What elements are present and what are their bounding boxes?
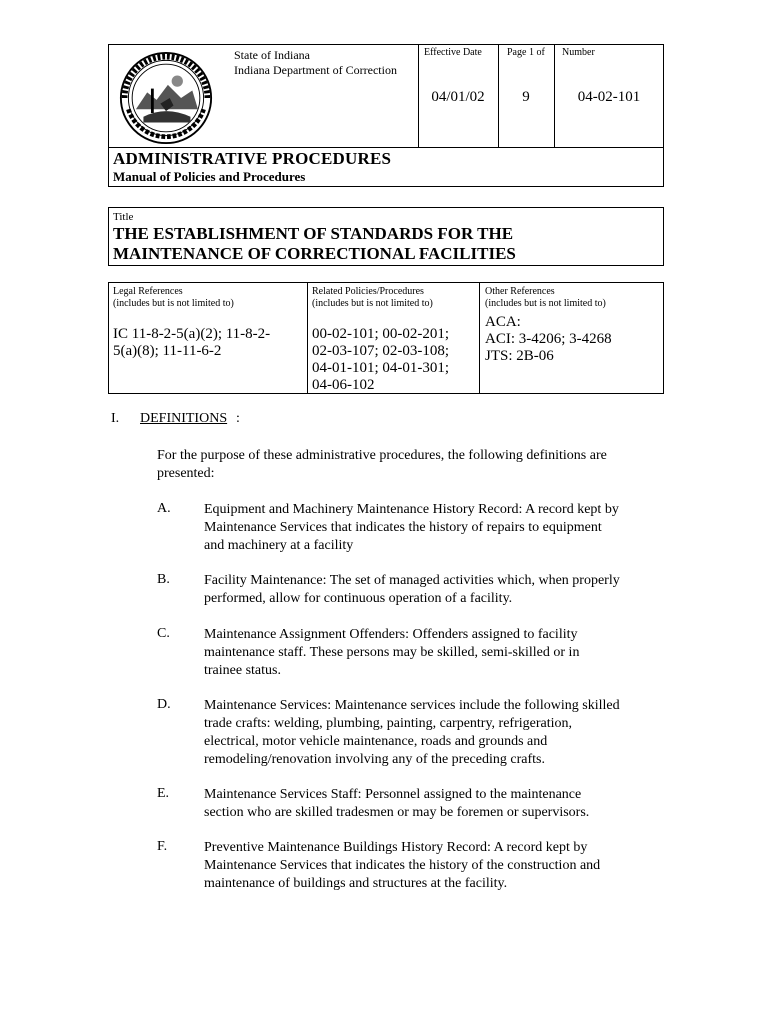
definition-text — [204, 501, 664, 555]
definition-line: Preventive Maintenance Buildings History Record: A record kept by — [204, 840, 588, 855]
label-line: (includes but is not limited to) — [113, 298, 234, 309]
definition-letter: C. — [157, 626, 170, 641]
label-line: (includes but is not limited to) — [485, 298, 606, 309]
other-references-label — [485, 286, 661, 310]
section-number: I. — [111, 411, 120, 426]
page-label: Page 1 of — [507, 47, 545, 58]
divider — [307, 283, 308, 393]
org-line-state: State of Indiana — [234, 48, 310, 62]
legal-references-value — [113, 326, 303, 360]
definition-line: Equipment and Machinery Maintenance History Record: A record kept by — [204, 502, 619, 517]
state-seal-icon — [115, 51, 217, 145]
value-line: 02-03-107; 02-03-108; — [312, 343, 450, 359]
label-line: Related Policies/Procedures — [312, 286, 424, 297]
definition-line: trainee status. — [204, 663, 281, 678]
value-line: ACA: — [485, 314, 521, 330]
label-line: (includes but is not limited to) — [312, 298, 433, 309]
document-title — [113, 224, 516, 264]
org-line-department: Indiana Department of Correction — [234, 63, 397, 77]
definition-text — [204, 572, 664, 608]
definition-text — [204, 626, 664, 680]
legal-references-label — [113, 286, 303, 310]
definition-text — [204, 839, 664, 893]
definition-line: section who are skilled tradesmen or may be foremen or supervisors. — [204, 805, 590, 820]
value-line: ACI: 3-4206; 3-4268 — [485, 331, 612, 347]
definition-line: trade crafts: welding, plumbing, painting, carpentry, refrigeration, — [204, 716, 573, 731]
definition-letter: A. — [157, 501, 171, 516]
definition-line: maintenance staff. These persons may be skilled, semi-skilled or in — [204, 645, 580, 660]
definition-line: Maintenance Assignment Offenders: Offenders assigned to facility — [204, 627, 578, 642]
definition-text — [204, 697, 664, 769]
references-box — [108, 282, 664, 394]
section-intro — [157, 447, 657, 483]
definition-letter: F. — [157, 839, 168, 854]
effective-date-value: 04/01/02 — [431, 89, 485, 105]
manual-name: Manual of Policies and Procedures — [113, 169, 306, 184]
other-references-value — [485, 314, 661, 365]
other-references — [485, 283, 661, 393]
definition-line: performed, allow for continuous operation of a facility. — [204, 591, 513, 606]
value-line: 04-06-102 — [312, 377, 375, 393]
page-total-value: 9 — [522, 89, 530, 105]
value-line: IC 11-8-2-5(a)(2); 11-8-2- — [113, 326, 271, 342]
section-title-text: DEFINITIONS — [140, 411, 228, 426]
related-policies — [312, 283, 477, 393]
definition-line: Maintenance Services that indicates the history of the construction and — [204, 858, 601, 873]
label-line: Other References — [485, 286, 555, 297]
definition-line: Maintenance Services that indicates the history of repairs to equipment — [204, 520, 602, 535]
definition-letter: B. — [157, 572, 170, 587]
value-line: 04-01-101; 04-01-301; — [312, 360, 450, 376]
value-line: JTS: 2B-06 — [485, 348, 554, 364]
section-title — [140, 411, 227, 427]
definition-line: remodeling/renovation involving any of the preceding crafts. — [204, 752, 545, 767]
document-number-value: 04-02-101 — [577, 89, 641, 105]
legal-references — [113, 283, 303, 393]
intro-line: presented: — [157, 466, 215, 481]
definition-letter: E. — [157, 786, 170, 801]
effective-date-label: Effective Date — [424, 47, 482, 58]
intro-line: For the purpose of these administrative procedures, the following definitions are — [157, 448, 607, 463]
document-type: ADMINISTRATIVE PROCEDURES — [113, 149, 392, 168]
label-line: Legal References — [113, 286, 183, 297]
definition-text — [204, 786, 664, 822]
related-policies-label — [312, 286, 477, 310]
document-title-line: THE ESTABLISHMENT OF STANDARDS FOR THE — [113, 224, 514, 243]
divider — [479, 283, 480, 393]
title-box — [108, 207, 664, 266]
divider — [109, 147, 663, 148]
definition-line: Maintenance Services: Maintenance services include the following skilled — [204, 698, 620, 713]
definition-letter: D. — [157, 697, 171, 712]
definition-line: electrical, motor vehicle maintenance, roads and grounds and — [204, 734, 548, 749]
document-title-line: MAINTENANCE OF CORRECTIONAL FACILITIES — [113, 244, 516, 263]
definition-line: and machinery at a facility — [204, 538, 354, 553]
related-policies-value — [312, 326, 477, 394]
value-line: 00-02-101; 00-02-201; — [312, 326, 450, 342]
header-box — [108, 44, 664, 187]
definition-line: Facility Maintenance: The set of managed activities which, when properly — [204, 573, 620, 588]
section-title-colon: : — [236, 411, 240, 426]
title-label: Title — [113, 211, 134, 223]
definition-line: maintenance of buildings and structures at the facility. — [204, 876, 508, 891]
value-line: 5(a)(8); 11-11-6-2 — [113, 343, 222, 359]
organization-name — [234, 48, 397, 78]
number-label: Number — [562, 47, 595, 58]
definition-line: Maintenance Services Staff: Personnel assigned to the maintenance — [204, 787, 582, 802]
